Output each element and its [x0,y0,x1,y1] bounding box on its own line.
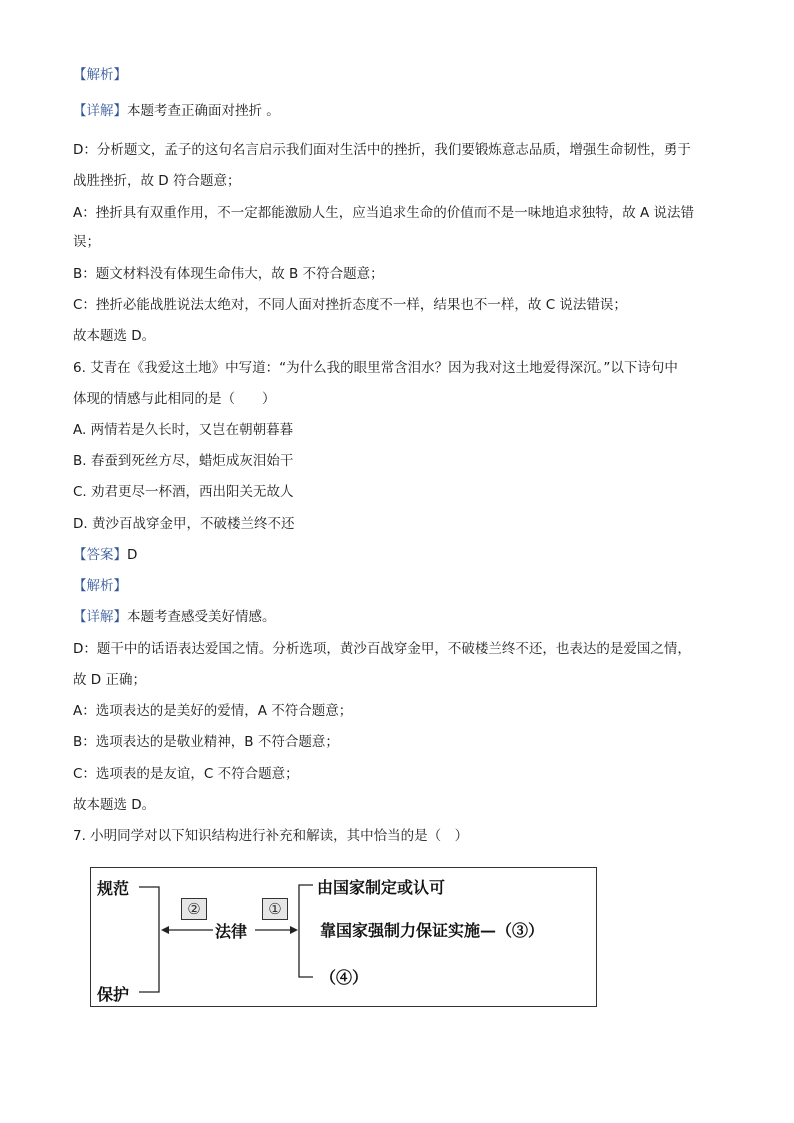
blank-box-2: ② [181,898,207,920]
option-b: B. 春蚕到死丝方尽，蜡炬成灰泪始干 [73,453,294,469]
xiangjie-prefix: 【详解】 [73,103,127,119]
paragraph-line: C：选项表的是友谊，C 不符合题意； [73,766,299,782]
question-6-stem: 6. 艾青在《我爱这土地》中写道：“为什么我的眼里常含泪水？因为我对这土地爱得深沉。”以下诗句中 [73,360,678,376]
label-norm: 规范 [97,879,130,898]
paragraph-line: D：题干中的话语表达爱国之情。分析选项，黄沙百战穿金甲，不破楼兰终不还，也表达的是爱国之情， [73,641,691,657]
question-6-stem: 体现的情感与此相同的是（ ） [73,391,276,407]
option-c: C. 劝君更尽一杯酒，西出阳关无故人 [73,484,294,500]
label-protect: 保护 [97,985,130,1004]
paragraph-line: D：分析题文，孟子的这句名言启示我们面对生活中的挫折，我们要锻炼意志品质，增强生命韧性，勇于 [73,142,691,158]
answer-prefix: 【答案】 [73,547,127,563]
knowledge-structure-diagram [90,867,597,1007]
xiangjie-line-2: 【详解】本题考查感受美好情感。 [73,609,276,625]
label-law: 法律 [215,922,248,941]
paragraph-line: B：题文材料没有体现生命伟大，故 B 不符合题意； [73,266,384,282]
option-a: A. 两情若是久长时，又岂在朝朝暮暮 [73,422,294,438]
label-enacted: 由国家制定或认可 [317,878,446,897]
xiangjie-prefix: 【详解】 [73,609,127,625]
xiangjie-line-1: 【详解】本题考查正确面对挫折 。 [73,103,280,119]
answer-value: D [127,547,138,563]
paragraph-line: 误； [73,234,100,250]
paragraph-line: 故本题选 D。 [73,797,156,813]
label-enforced: 靠国家强制力保证实施—（③） [320,921,545,940]
blank-box-1: ① [262,898,288,920]
paragraph-line: B：选项表达的是敬业精神，B 不符合题意； [73,734,339,750]
answer-line [73,546,137,564]
paragraph-line: A：选项表达的是美好的爱情，A 不符合题意； [73,703,353,719]
paragraph-line: 故 D 正确； [73,672,146,688]
paragraph-line: 故本题选 D。 [73,328,156,344]
label-blank-4: （④） [320,968,369,987]
option-d: D. 黄沙百战穿金甲，不破楼兰终不还 [73,516,295,532]
jiexi-label-1: 【解析】 [73,67,127,83]
paragraph-line: C：挫折必能战胜说法太绝对，不同人面对挫折态度不一样，结果也不一样，故 C 说法错误； [73,297,627,313]
paragraph-line: 战胜挫折，故 D 符合题意； [73,173,241,189]
question-7-stem: 7. 小明同学对以下知识结构进行补充和解读，其中恰当的是（ ） [73,828,469,844]
paragraph-line: A：挫折具有双重作用，不一定都能激励人生，应当追求生命的价值而不是一味地追求独特，故 A 说法错 [73,205,695,221]
jiexi-label-2: 【解析】 [73,578,127,594]
